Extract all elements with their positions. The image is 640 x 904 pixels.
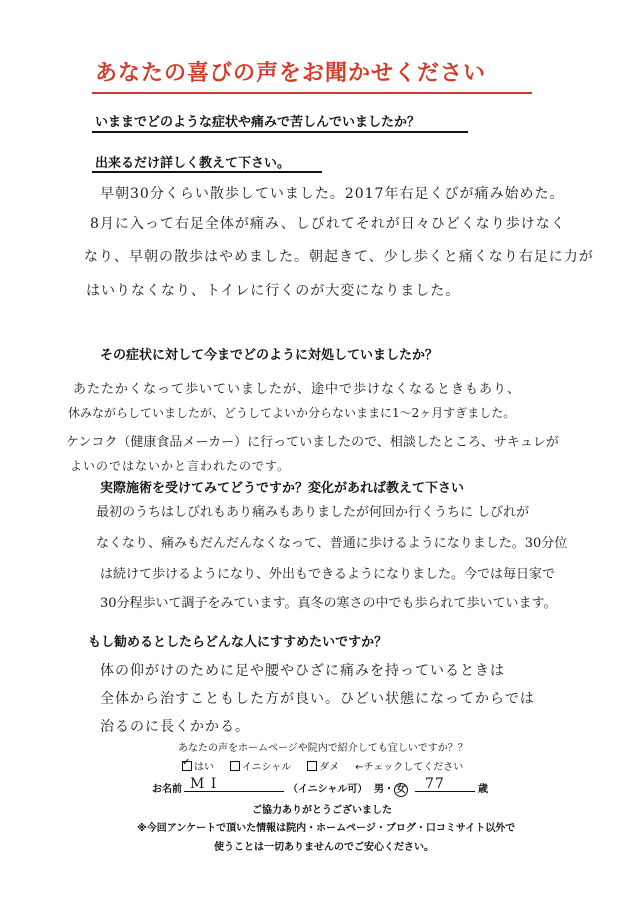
answer-2-line: 休みながらしていましたが、どうしてよいか分らないままに1〜2ヶ月すぎました。 bbox=[68, 406, 516, 420]
answer-2-line: ケンコク（健康食品メーカー）に行っていましたので、相談したところ、サキュレが bbox=[66, 435, 559, 450]
answer-1-line: 早朝30分くらい散歩していました。2017年右足くびが痛み始めた。 bbox=[100, 186, 565, 202]
name-field[interactable] bbox=[184, 776, 284, 792]
gender-prefix: 男・ bbox=[374, 784, 394, 795]
name-label: お名前 bbox=[152, 784, 182, 795]
page-title: あなたの喜びの声をお聞かせください bbox=[95, 61, 487, 86]
privacy-note-2: 使うことは一切ありませんのでご安心ください。 bbox=[214, 842, 434, 853]
answer-3-line: 最初のうちはしびれもあり痛みもありましたが何回か行くうちに しびれが bbox=[96, 505, 530, 520]
thanks-text: ご協力ありがとうございました bbox=[252, 805, 392, 816]
answer-3-line: 30分程歩いて調子をみています。真冬の寒さの中でも歩られて歩いています。 bbox=[100, 596, 557, 611]
name-value: M I bbox=[190, 776, 218, 792]
answer-1-line: なり、早朝の散歩はやめました。朝起きて、少し歩くと痛くなり右足に力が bbox=[84, 249, 594, 265]
question-1-label: いままでどのような症状や痛みで苦しんでいましたか？ bbox=[95, 115, 421, 130]
consent-hint: ←チェックしてください bbox=[355, 762, 464, 773]
answer-4-line: 全体から治すこともした方が良い。ひどい状態になってからでは bbox=[100, 691, 535, 707]
answer-3-line: は続けて歩けるようになり、外出もできるようになりました。今では毎日家で bbox=[100, 567, 556, 582]
age-value: 77 bbox=[425, 776, 445, 792]
question-1-sublabel-underline bbox=[92, 171, 322, 173]
privacy-note-1: ※今回アンケートで頂いた情報は院内・ホームページ・ブログ・口コミサイト以外で bbox=[137, 823, 516, 834]
answer-1-line: はいりなくなり、トイレに行くのが大変になりました。 bbox=[86, 283, 461, 299]
question-1-underline bbox=[92, 131, 468, 133]
consent-option-no[interactable]: ダメ bbox=[307, 762, 339, 773]
gender-field[interactable] bbox=[374, 780, 408, 797]
checkbox-checked-icon[interactable] bbox=[182, 761, 192, 771]
checkbox-icon[interactable] bbox=[230, 761, 240, 771]
gender-selected: 女 bbox=[396, 784, 406, 795]
initial-ok-label: （イニシャル可） bbox=[288, 784, 368, 795]
consent-options bbox=[182, 758, 463, 773]
answer-4-line: 治るのに長くかかる。 bbox=[100, 719, 250, 735]
question-1-sublabel: 出来るだけ詳しく教えて下さい。 bbox=[95, 156, 291, 171]
consent-question: あなたの声をホームページや院内で紹介しても宜しいですか？？ bbox=[178, 743, 468, 754]
checkbox-icon[interactable] bbox=[307, 761, 317, 771]
title-underline bbox=[92, 92, 532, 94]
question-2-label: その症状に対して今までどのように対処していましたか？ bbox=[100, 348, 439, 363]
answer-1-line: 8月に入って右足全体が痛み、しびれてそれが日々ひどくなり歩けなく bbox=[90, 216, 566, 232]
answer-2-line: よいのではないかと言われたのです。 bbox=[70, 459, 291, 473]
age-field[interactable] bbox=[415, 776, 475, 792]
age-unit: 歳 bbox=[478, 784, 488, 795]
consent-option-initial[interactable]: イニシャル bbox=[230, 762, 291, 773]
consent-option-yes[interactable]: ✓はい bbox=[182, 762, 214, 773]
answer-2-line: あたたかくなって歩いていましたが、途中で歩けなくなるときもあり、 bbox=[73, 382, 522, 397]
question-4-label: もし勧めるとしたらどんな人にすすめたいですか？ bbox=[88, 635, 388, 650]
answer-3-line: なくなり、痛みもだんだんなくなって、普通に歩けるようになりました。30分位 bbox=[96, 536, 568, 551]
answer-4-line: 体の仰がけのために足や腰やひざに痛みを持っているときは bbox=[100, 663, 505, 679]
question-3-label: 実際施術を受けてみてどうですか？変化があれば教えて下さい bbox=[100, 481, 465, 496]
